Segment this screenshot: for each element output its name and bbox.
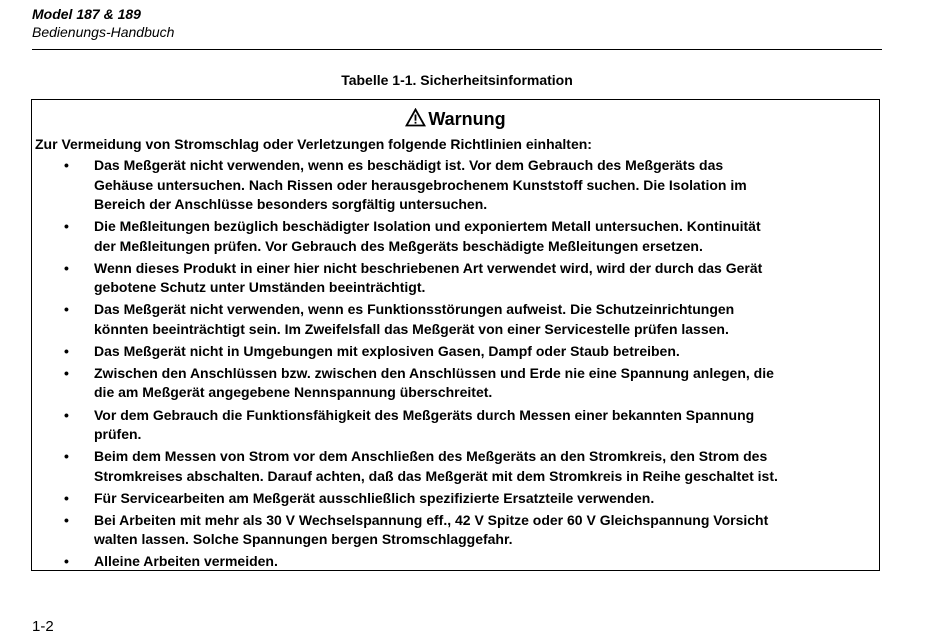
bullet-point: • bbox=[64, 553, 69, 570]
list-item-line: Das Meßgerät nicht verwenden, wenn es beschädigt ist. Vor dem Gebrauch des Meßgeräts das bbox=[94, 157, 724, 173]
list-item-line: Das Meßgerät nicht in Umgebungen mit explosiven Gasen, Dampf oder Staub betreiben. bbox=[94, 342, 680, 359]
list-item-line: Zwischen den Anschlüssen bzw. zwischen den Anschlüssen und Erde nie eine Spannung anlegen, die bbox=[94, 364, 774, 381]
list-item-line: Für Servicearbeiten am Meßgerät ausschließlich spezifizierte Ersatzteile verwenden. bbox=[94, 489, 655, 506]
list-item-line: der Meßleitungen prüfen. Vor Gebrauch des Meßgeräts beschädigte Meßleitungen ersetzen. bbox=[94, 237, 703, 254]
warning-list bbox=[32, 156, 877, 575]
list-item-line: Gehäuse untersuchen. Nach Rissen oder herausgebrochenem Kunststoff suchen. Die Isolation im bbox=[94, 176, 747, 193]
bullet-point: • bbox=[64, 157, 69, 173]
bullet-point: • bbox=[64, 489, 69, 506]
list-item-line: könnten beeinträchtigt sein. Im Zweifelsfall das Meßgerät von einer Servicestelle prüfen lassen. bbox=[94, 320, 729, 337]
page-number: 1-2 bbox=[32, 618, 54, 635]
list-item-line: Beim dem Messen von Strom vor dem Anschließen des Meßgeräts an den Stromkreis, den Strom des bbox=[94, 448, 768, 465]
list-item-line: walten lassen. Solche Spannungen bergen Stromschlaggefahr. bbox=[94, 531, 513, 548]
list-item bbox=[32, 259, 877, 298]
table-caption: Tabelle 1-1. Sicherheitsinformation bbox=[341, 72, 573, 88]
list-item bbox=[32, 447, 877, 486]
bullet-point: • bbox=[64, 511, 69, 528]
list-item-line: Alleine Arbeiten vermeiden. bbox=[94, 553, 278, 570]
warning-box bbox=[31, 99, 880, 571]
warning-title: Warnung bbox=[428, 109, 506, 129]
list-item-line: Stromkreises abschalten. Darauf achten, daß das Meßgerät mit dem Stromkreis in Reihe geschaltet ist. bbox=[94, 467, 778, 484]
list-item bbox=[32, 342, 877, 362]
list-item-line: Das Meßgerät nicht verwenden, wenn es Funktionsstörungen aufweist. Die Schutzeinrichtungen bbox=[94, 301, 735, 318]
list-item-line: Bei Arbeiten mit mehr als 30 V Wechselspannung eff., 42 V Spitze oder 60 V Gleichspannung Vorsicht bbox=[94, 511, 769, 528]
list-item bbox=[32, 406, 877, 445]
warning-heading bbox=[32, 107, 879, 133]
list-item bbox=[32, 511, 877, 550]
list-item bbox=[32, 156, 877, 215]
list-item-line: prüfen. bbox=[94, 426, 142, 443]
bullet-point: • bbox=[64, 259, 69, 276]
bullet-point: • bbox=[64, 218, 69, 235]
bullet-point: • bbox=[64, 448, 69, 465]
list-item-line: Vor dem Gebrauch die Funktionsfähigkeit des Meßgeräts durch Messen einer bekannten Spannung bbox=[94, 406, 755, 423]
list-item-line: Die Meßleitungen bezüglich beschädigter Isolation und exponiertem Metall untersuchen. Kontinuität bbox=[94, 218, 761, 235]
list-item bbox=[32, 552, 877, 572]
list-item bbox=[32, 364, 877, 403]
list-item-line: Wenn dieses Produkt in einer hier nicht beschriebenen Art verwendet wird, wird der durch das Gerät bbox=[94, 259, 763, 276]
list-item bbox=[32, 217, 877, 256]
list-item-line: gebotene Schutz unter Umständen beeinträchtigt. bbox=[94, 279, 426, 296]
bullet-point: • bbox=[64, 364, 69, 381]
list-item-line: Bereich der Anschlüsse besonders sorgfältig untersuchen. bbox=[94, 196, 488, 212]
bullet-point: • bbox=[64, 406, 69, 423]
list-item bbox=[32, 300, 877, 339]
header-divider bbox=[32, 49, 882, 50]
model-title: Model 187 & 189 bbox=[32, 6, 141, 22]
bullet-point: • bbox=[64, 342, 69, 359]
warning-triangle-icon bbox=[405, 108, 426, 133]
list-item bbox=[32, 489, 877, 509]
manual-title: Bedienungs-Handbuch bbox=[32, 24, 175, 40]
bullet-point: • bbox=[64, 301, 69, 318]
warning-intro: Zur Vermeidung von Stromschlag oder Verletzungen folgende Richtlinien einhalten: bbox=[35, 136, 592, 152]
page-header bbox=[32, 6, 174, 42]
list-item-line: die am Meßgerät angegebene Nennspannung überschreitet. bbox=[94, 384, 493, 401]
